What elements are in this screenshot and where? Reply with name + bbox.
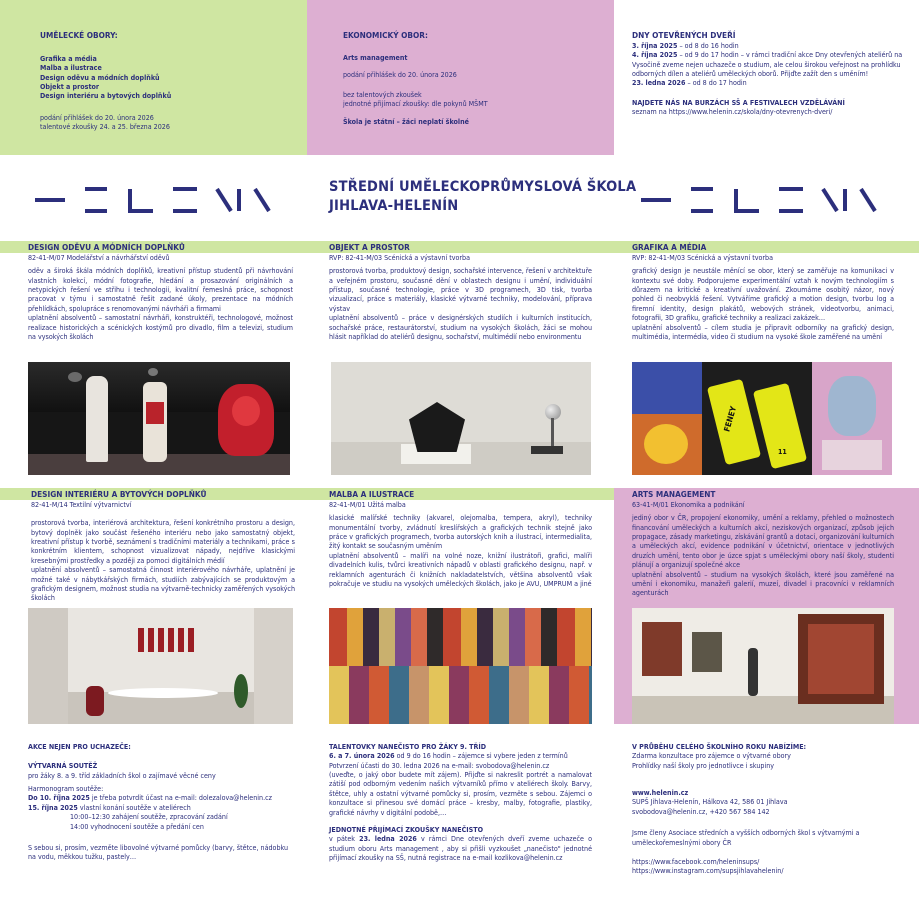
ekonom-line2: jednotné přijímací zkoušky: dle pokynů MŠMT [343,98,488,108]
dny-d1-date: 3. října 2025 [632,40,678,50]
talentovky-panel [329,742,592,862]
membership-text: Jsme členy Asociace středních a vyšších odborných škol s výtvarnými a uměleckořemeslnými obory ČR [632,828,860,847]
section-text: jediný obor v ČR, propojení ekonomiky, umění a reklamy, přehled o možnostech financování uměleckých a kulturních akcí, neziskových organizací, způsob jejich propagace, zásady marketingu, získávání grantů a dotací, organizování kulturních a uměleckých akcí, evidence podnikání v účetnictví, orientace v jednotlivých druzích umění, tento obor je úzce spjat s uměleckými obory naší školy, studenti plánují a organizují společné akce uplatnění absolventů – studium na vysokých školách, které jsou zaměřené na umění i ekonomiku, manažeři galerií, muzeí, divadel i pracovníci v reklamních agenturách [632,513,894,598]
gallery-photo [632,608,894,724]
dny-d3-text: – od 8 do 17 hodin [685,78,747,88]
section-title: DESIGN ODĚVU A MÓDNÍCH DOPLŇKŮ [28,242,185,252]
school-title-line1: STŘEDNÍ UMĚLECKOPRŮMYSLOVÁ ŠKOLA [329,179,637,195]
facebook-link[interactable]: https://www.facebook.com/heleninsups/ [632,856,760,866]
jpz-date: 23. ledna 2026 [359,834,417,844]
obory-item: Design oděvu a módních doplňků [40,72,160,82]
obory-item: Grafika a média [40,53,97,63]
obory-item: Objekt a prostor [40,81,100,91]
section-title: DESIGN INTERIÉRU A BYTOVÝCH DOPLŇKŮ [31,489,207,499]
section-text: grafický design je neustále měnící se obor, který se zaměřuje na komunikaci v kontextu své doby. Podporujeme experimentální vztah k novým technologiím s důrazem na kritické a kreativní uvažování. Zkoumáme osobitý názor, nový pohled či neobvyklá řešení. Vytváříme grafický a motion design, tvorbu log a firemní identity, design plakátů, webových stránek, videotvorbu, animaci, fotografii, 3D grafiku, grafické techniky a realizaci zakázek… uplatnění absolventů – cílem studia je připravit odborníky na grafický design, multimédia, intermédia, video či studium na vysoké škole zaměřené na umění [632,266,894,341]
contact[interactable]: svobodova@helenin.cz, +420 567 584 142 [632,806,770,816]
obory-item: Malba a ilustrace [40,63,102,73]
nabizime-line: Zdarma konzultace pro zájemce o výtvarné obory [632,751,791,761]
section-code: RVP: 82-41-M/03 Scénická a výstavní tvorba [329,253,471,262]
section-objekt [329,241,592,341]
akce-sub: VÝTVARNÁ SOUTĚŽ [28,761,98,771]
burzy-title: NAJDETE NÁS NA BURZÁCH SŠ A FESTIVALECH VZDĚLÁVÁNÍ [632,97,845,107]
jpz-title: JEDNOTNÉ PŘIJÍMACÍ ZKOUŠKY NANEČISTO [329,824,484,834]
jpz-text: v rámci Dne otevřených dveří zveme uchazeče o studium oboru Arts management , aby si přišli vyzkoušet „nanečisto" jednotné přijímací zkoušky na SŠ, nutná registrace na e-mail kozlikova@helenin.cz [329,834,592,862]
ekonom-apply: podání přihlášek do 20. února 2026 [343,70,457,80]
ekonom-free: Škola je státní – žáci neplatí školné [343,117,469,127]
obory-item: Design interiéru a bytových doplňků [40,91,172,101]
section-text: prostorová tvorba, interiérová architektura, řešení konkrétního prostoru a design, bytový doplněk jako součást řešeného interiéru nebo jako samostatný objekt, kreativní přístup k tvorbě, seznámení s tradičními materiály a technikami, práce s konkrétním klientem, schopnost vizualizovat nápady, nejdříve klasickými kresebnými prostředky a později za pomoci digitálních médií uplatnění absolventů – samostatná činnost interiérového návrháře, uplatnění je možné také v nábytkářských firmách, studiích zabývajících se produktovým a grafickým designem, možnost studia na výtvarně-technicky zaměřených vysokých školách [31,518,295,603]
school-title [329,178,636,216]
dny-d1-text: – od 8 do 16 hodin [677,40,739,50]
ekonom-line1: bez talentových zkoušek [343,89,422,99]
section-text: prostorová tvorba, produktový design, sochařské intervence, řešení v architektuře a veřejném prostoru, současné dění v oblastech designu i umění, individuální přístup, současné technologie, práce v 3D programech, 3D tisk, tvorba vizualizací, práce s materiály, klasické výtvarné techniky, modelování, příprava výstav uplatnění absolventů – práce v designérských studiích i kulturních institucích, sochařské práce, restaurátorství, studium na vysokých školách, žáci se mohou hlásit například do ateliérů designu, sochařství, multimédií nebo environmentu [329,266,592,341]
akce-line: S sebou si, prosím, vezměte libovolné výtvarné pomůcky (barvy, štětce, nádobku na vodu, měkkou tužku, pastely… [28,842,289,862]
akce-line: vlastní konání soutěže v ateliérech [77,802,191,812]
akce-line: pro žáky 8. a 9. tříd základních škol o zajímavé věcné ceny [28,770,216,780]
paintings-photo [329,608,592,724]
burzy-text: seznam na https://www.helenin.cz/skola/dny-otevrenych-dveri/ [632,106,833,116]
section-code: 82-41-M/14 Textilní výtvarnictví [31,500,132,509]
jpz-text: v pátek [329,834,360,844]
can-number: 11 [778,448,787,456]
section-odev [28,241,293,341]
akce-date: 15. října 2025 [28,802,78,812]
section-text: oděv a široká škála módních doplňků, kreativní přístup studentů při návrhování vlastních kolekcí, módní fotografie, hledání a prosazování originálních a netypických řešení ve střihu i technologii, kvalitní řemeslná práce, schopnost pracovat v týmu i samostatně řešit zadané úkoly, prezentace na módních přehlídkách, spolupráce s renomovanými návrháři a firmami uplatnění absolventů – samostatní návrháři, konstruktéři, technologové, možnost realizace historických a scénických kostýmů pro divadlo, film a televizi, studium na vysokých školách [28,266,293,341]
section-code: 63-41-M/01 Ekonomika a podnikání [632,500,745,509]
talentovky-title: TALENTOVKY NANEČISTO PRO ŽÁKY 9. TŘÍD [329,742,487,751]
section-title: OBJEKT A PROSTOR [329,242,410,252]
dny-d3-date: 23. ledna 2026 [632,78,686,88]
section-title: MALBA A ILUSTRACE [329,489,415,499]
object-photo [331,362,591,475]
section-interier [31,488,295,603]
ekonom-title: EKONOMICKÝ OBOR: [343,30,428,40]
nabizime-title: V PRŮBĚHU CELÉHO ŠKOLNÍHO ROKU NABÍZÍME: [632,742,807,751]
akce-panel [28,742,296,862]
helenin-logo-right [641,186,886,214]
dny-title: DNY OTEVŘENÝCH DVEŘÍ [632,30,736,40]
ekonom-panel [307,0,614,155]
helenin-logo-left [35,186,280,214]
akce-line: 10:00–12:30 zahájení soutěže, zpracování zadání [70,812,228,822]
dny-panel [614,0,919,155]
website-link[interactable]: www.helenin.cz [632,788,689,798]
section-malba [329,488,592,588]
ekonom-item: Arts management [343,52,408,62]
nabizime-line: Prohlídky naší školy pro jednotlivce i skupiny [632,760,775,770]
section-grafika [632,241,894,341]
address: SUPŠ Jihlava-Helenín, Hálkova 42, 586 01 Jihlava [632,797,788,807]
section-title: ARTS MANAGEMENT [632,489,716,499]
fashion-show-photo [28,362,290,475]
section-code: RVP: 82-41-M/03 Scénická a výstavní tvorba [632,253,774,262]
talentovky-line: od 9 do 16 hodin – zájemce si vybere jeden z termínů [394,751,568,761]
akce-line: 14:00 vyhodnocení soutěže a předání cen [70,821,204,831]
graphics-collage-photo [632,362,892,475]
section-text: klasické malířské techniky (akvarel, olejomalba, tempera, akryl), techniky monumentální tvorby, zvládnutí kreslířských a grafických technik stejně jako práce v grafických programech, tvorba autorských knih a ilustrací, intermedialita, žitý kontakt se současným uměním uplatnění absolventů – malíři na volné noze, knižní ilustrátoři, grafici, malíři divadelních kulis, tvůrci kreativních nápadů v oblasti grafického designu, např. v reklamních agenturách či knižních nakladatelstvích, většina absolventů však pokračuje ve studiu na vysokých uměleckých školách, jako je AVU, UMPRUM a jiné [329,513,592,588]
obory-exams: talentové zkoušky 24. a 25. března 2026 [40,121,170,131]
dny-d2-text: – od 9 do 17 hodin – v rámci tradiční akce Dny otevřených ateliérů na Vysočině zveme nejen uchazeče o studium, ale celou širokou veřejnost na prohlídku odborných dílen a ateliérů uměleckých oborů. Přijďte zažít den s uměním! [632,50,903,78]
section-title: GRAFIKA A MÉDIA [632,242,707,252]
akce-title: AKCE NEJEN PRO UCHAZEČE: [28,742,131,751]
section-code: 82-41-M/01 Užitá malba [329,500,406,509]
section-arts [632,488,894,598]
can-label: FENEY [722,405,739,433]
interior-photo [28,608,293,724]
dny-d2-date: 4. října 2025 [632,50,678,60]
nabizime-panel [632,742,894,876]
obory-title: UMĚLECKÉ OBORY: [40,30,118,40]
obory-panel [0,0,307,155]
talentovky-text: Potvrzení účasti do 30. ledna 2026 na e-mail: svobodova@helenin.cz (uveďte, o jaký obor budete mít zájem). Přijďte si nakreslit portrét a namalovat zátiší pod odborným vedením našich výtvarníků přímo v ateliérech školy. Barvy, štětce, uhly a ostatní výtvarné pomůcky si, prosím, vezměte s sebou. Zájemci o konzultace si přinesou své domácí práce – kresby, malby, fotografie, plastiky, grafické návrhy v digitální podobě,… [329,760,592,817]
instagram-link[interactable]: https://www.instagram.com/supsjihlavahelenin/ [632,866,784,876]
akce-line: je třeba potvrdit účast na e-mail: dolezalova@helenin.cz [89,793,272,803]
obory-apply: podání přihlášek do 20. února 2026 [40,112,154,122]
section-code: 82-41-M/07 Modelářství a návrhářství oděvů [28,253,170,262]
akce-line: Harmonogram soutěže: [28,784,104,794]
school-title-line2: JIHLAVA-HELENÍN [329,198,459,214]
akce-date: Do 10. října 2025 [28,793,90,803]
talentovky-date: 6. a 7. února 2026 [329,751,395,761]
